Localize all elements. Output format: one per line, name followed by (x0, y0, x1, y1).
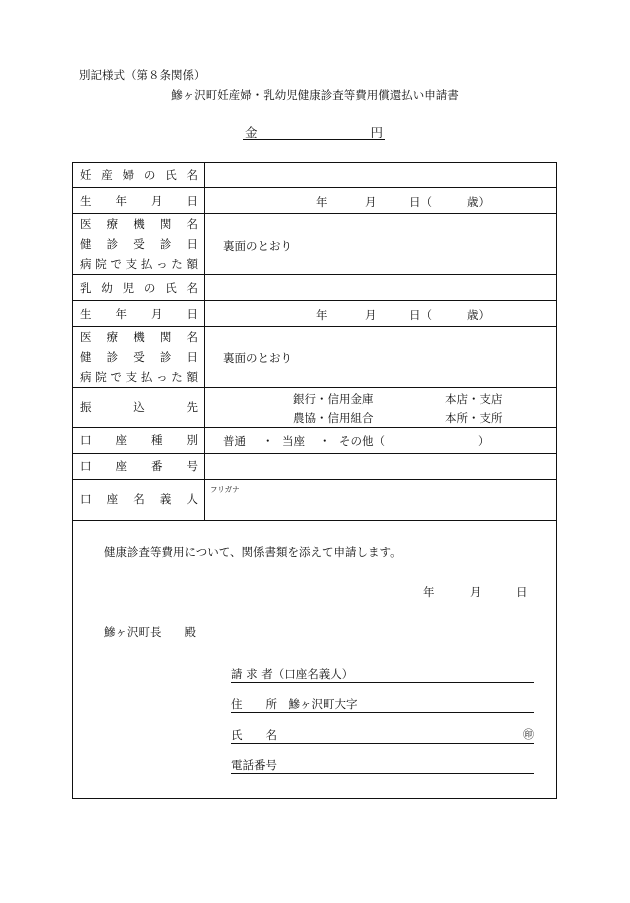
infant-medical-value: 裏面のとおり (223, 351, 292, 365)
mother-dob-label: 生年月日 (80, 194, 198, 208)
infant-dob-age: 歳） (467, 308, 490, 322)
mother-name-field[interactable] (206, 164, 555, 186)
phone-label: 電話番号 (231, 758, 277, 772)
account-type-other[interactable]: その他（ (339, 434, 385, 448)
furigana-label: フリガナ (210, 485, 240, 494)
transfer-label: 振込先 (80, 400, 198, 414)
document-title: 鰺ヶ沢町妊産婦・乳幼児健康診査等費用償還払い申請書 (171, 88, 459, 102)
amount-paid-label: 病院で支払った額 (80, 257, 198, 271)
row-divider (72, 520, 557, 521)
mother-dob-field[interactable] (206, 189, 555, 212)
amount-line (243, 123, 385, 140)
row-divider (72, 387, 557, 388)
row-divider (72, 479, 557, 480)
address-label: 住 所 (231, 697, 277, 711)
mother-medical-value: 裏面のとおり (223, 239, 292, 253)
account-type-label: 口座種別 (80, 433, 198, 447)
claimant-label: 請 求 者（口座名義人） (231, 667, 354, 681)
declaration-text: 健康診査等費用について、関係書類を添えて申請します。 (104, 545, 402, 559)
account-number-label: 口座番号 (80, 459, 198, 473)
bank-type-line2[interactable]: 農協・信用組合 (293, 411, 374, 425)
checkup-date-label: 健診受診日 (80, 237, 198, 251)
account-holder-label: 口座名義人 (80, 492, 198, 506)
amount-unit: 円 (370, 125, 383, 140)
row-divider (72, 274, 557, 275)
phone-line[interactable] (231, 757, 534, 774)
form-reference: 別記様式（第８条関係） (79, 68, 206, 82)
infant-dob-field[interactable] (206, 302, 555, 325)
row-divider (72, 427, 557, 428)
label-column-divider (204, 162, 205, 520)
mother-dob-age: 歳） (467, 195, 490, 209)
amount-kanji: 金 (245, 125, 258, 140)
row-divider (72, 453, 557, 454)
mother-dob-year: 年 (316, 195, 328, 209)
account-type-separator: ・ (319, 434, 331, 448)
infant-dob-day: 日（ (409, 308, 432, 322)
mother-dob-day: 日（ (409, 195, 432, 209)
account-type-checking[interactable]: 当座 (282, 434, 305, 448)
account-type-separator: ・ (262, 434, 274, 448)
medical-institution-label: 医療機関名 (80, 330, 198, 344)
bank-type-line1[interactable]: 銀行・信用金庫 (293, 392, 374, 406)
amount-paid-label: 病院で支払った額 (80, 370, 198, 384)
account-type-close: ） (478, 434, 490, 448)
addressee: 鰺ヶ沢町長 殿 (104, 625, 196, 639)
infant-dob-label: 生年月日 (80, 307, 198, 321)
name-line[interactable] (231, 727, 534, 744)
seal-mark: ㊞ (523, 728, 534, 741)
mother-medical-labels (80, 214, 198, 274)
account-number-field[interactable] (206, 455, 555, 478)
medical-institution-label: 医療機関名 (80, 217, 198, 231)
infant-dob-year: 年 (316, 308, 328, 322)
date-month: 月 (470, 585, 482, 599)
account-type-ordinary[interactable]: 普通 (223, 434, 246, 448)
mother-dob-month: 月 (365, 195, 377, 209)
branch-type-line1[interactable]: 本店・支店 (445, 392, 503, 406)
row-divider (72, 300, 557, 301)
infant-name-field[interactable] (206, 276, 555, 299)
checkup-date-label: 健診受診日 (80, 350, 198, 364)
account-holder-field[interactable] (206, 494, 555, 518)
infant-medical-labels (80, 327, 198, 387)
date-year: 年 (423, 585, 435, 599)
mother-name-label: 妊産婦の氏名 (80, 168, 198, 182)
name-label: 氏 名 (231, 728, 277, 742)
row-divider (72, 187, 557, 188)
claimant-line[interactable] (231, 666, 534, 683)
address-line[interactable] (231, 696, 534, 713)
infant-dob-month: 月 (365, 308, 377, 322)
address-value: 鰺ヶ沢町大字 (288, 697, 358, 711)
date-day: 日 (516, 585, 528, 599)
branch-type-line2[interactable]: 本所・支所 (445, 411, 503, 425)
infant-name-label: 乳幼児の氏名 (80, 281, 198, 295)
